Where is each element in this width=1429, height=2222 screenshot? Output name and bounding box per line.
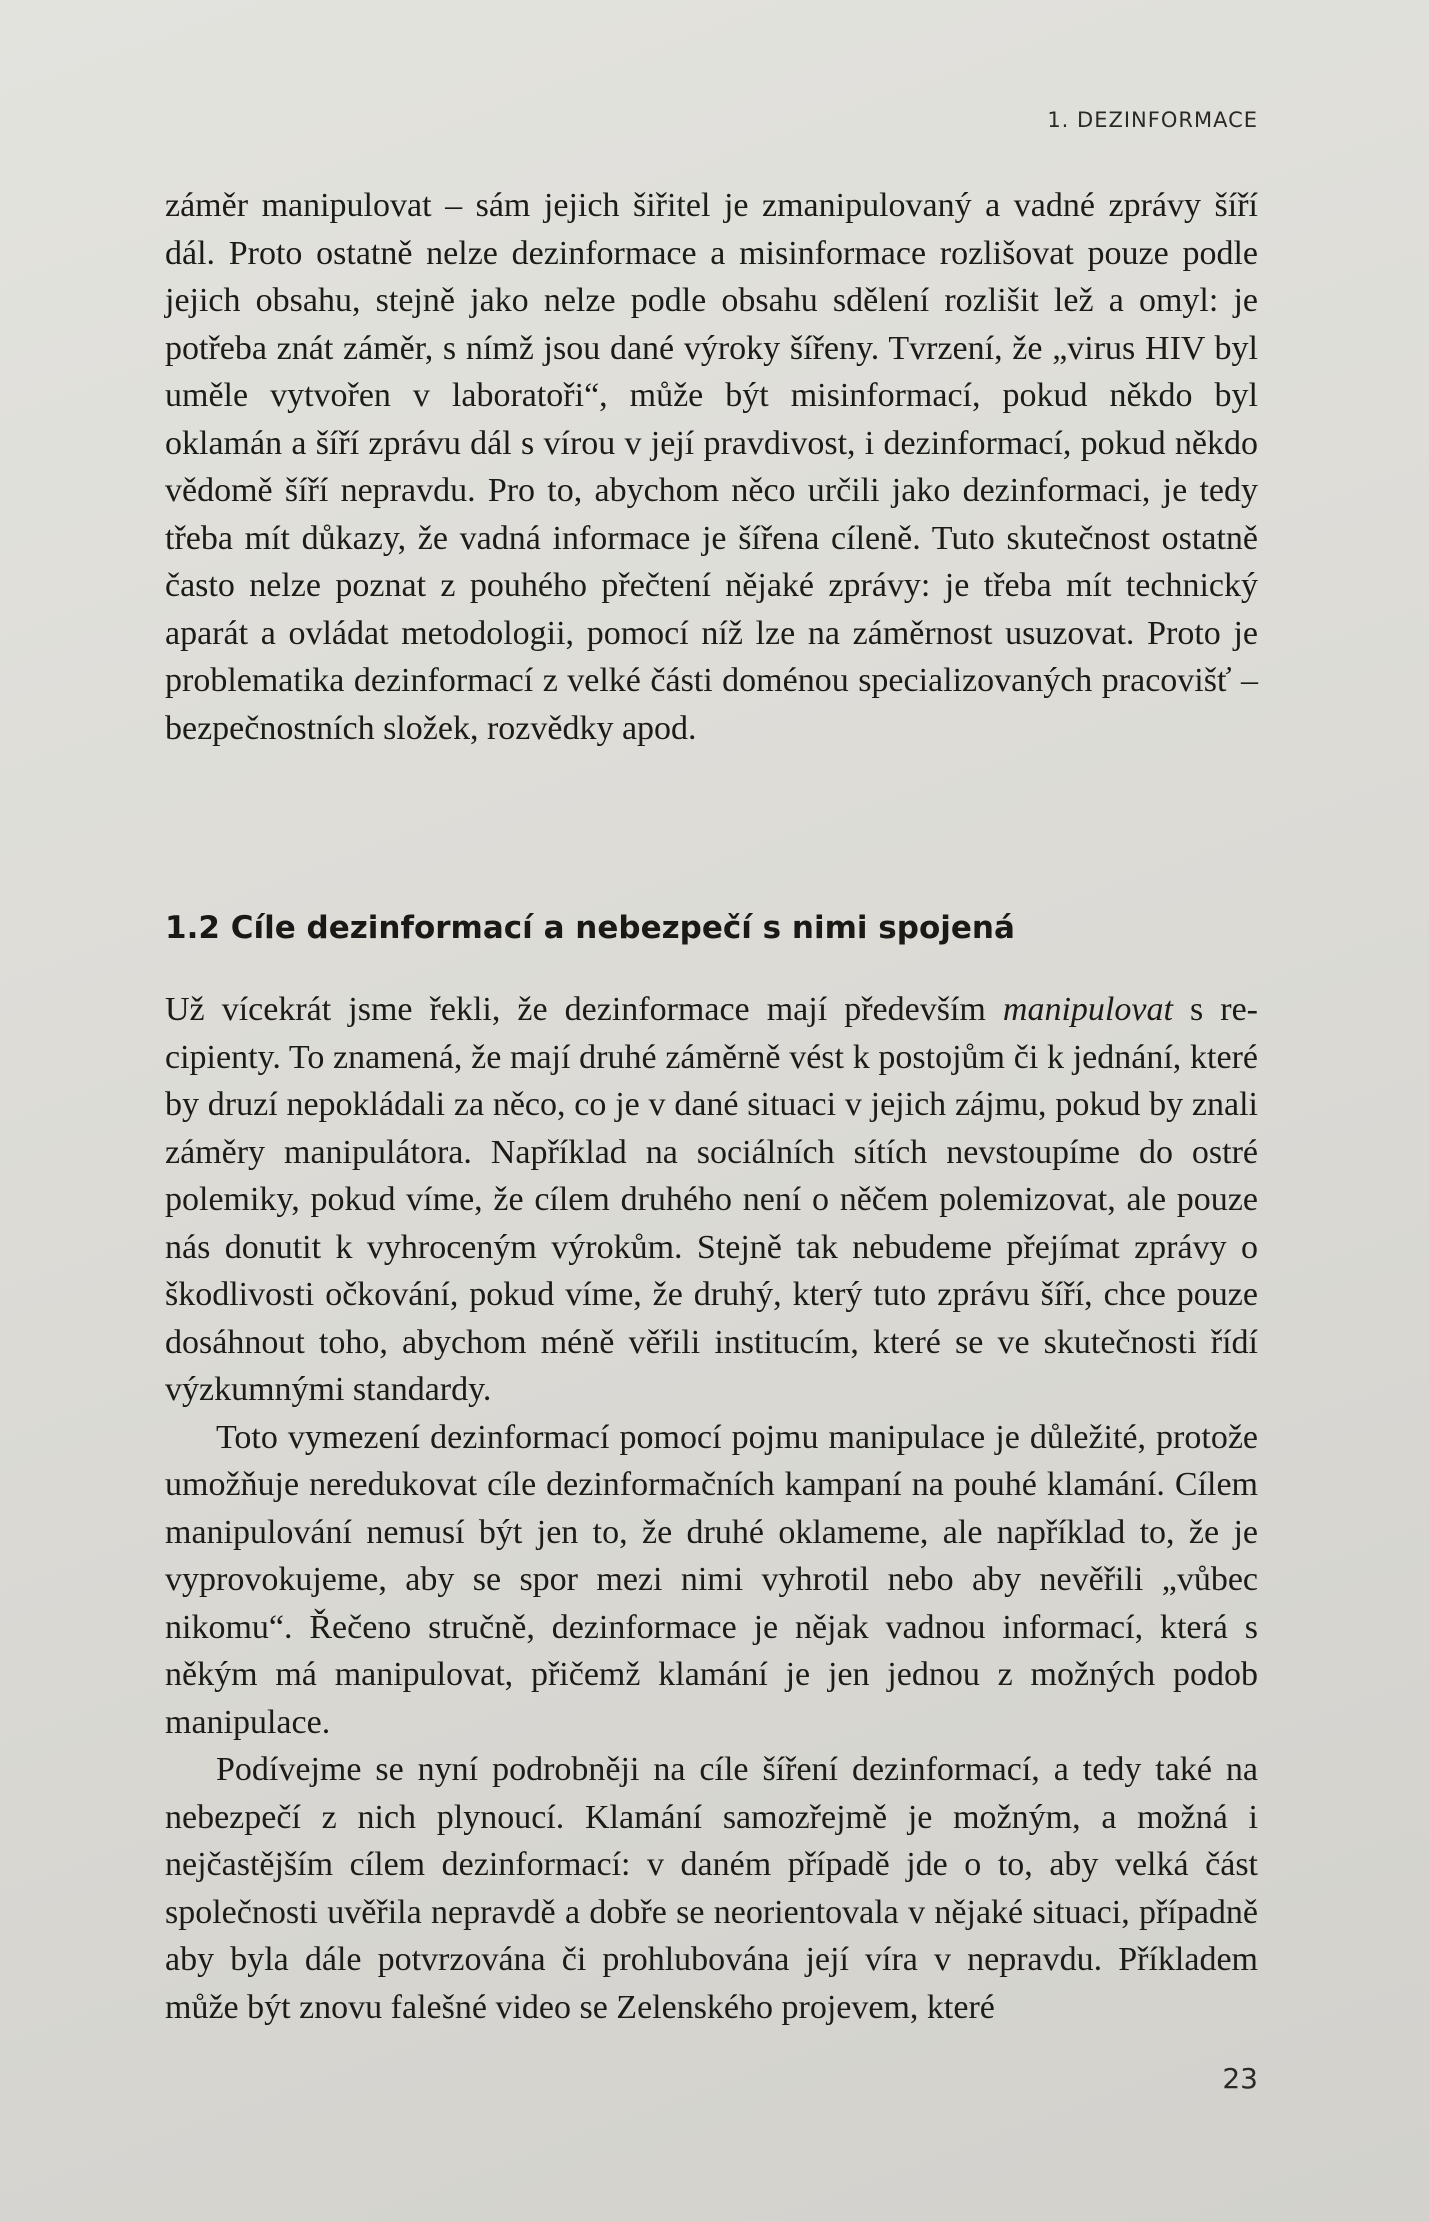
page-number: 23 — [1222, 2062, 1258, 2095]
section-body — [165, 986, 1258, 2031]
section-paragraph-3: Podívejme se nyní podrobněji na cíle šíření dezinformací, a tedy také na nebezpečí z nich plynoucí. Klamání samozřejmě je možným, a možná i nejčastějším cílem dezinformací: v daném případě jde o to, aby velká část společnosti uvěřila nepravdě a dobře se neorientovala v nějaké situaci, případně aby byla dále potvrzována či prohlubována její víra v nepravdu. Příkladem může být znovu falešné video se Zelenského projevem, které — [165, 1751, 1258, 2026]
continued-text — [165, 182, 1258, 752]
running-head: 1. DEZINFORMACE — [1047, 108, 1258, 132]
section-paragraph-1 — [165, 986, 1258, 1414]
paragraph-1-text-start: Už vícekrát jsme řekli, že dezinformace mají především — [165, 991, 1003, 1028]
emphasized-word: manipulovat — [1002, 991, 1173, 1028]
section-paragraph-2: Toto vymezení dezinformací pomocí pojmu manipulace je důležité, protože umožňuje neredukovat cíle dezinformačních kampaní na pouhé klamání. Cílem manipulování nemusí být jen to, že druhé oklameme, ale například to, že je vyprovokujeme, aby se spor mezi nimi vyhrotil nebo aby nevěřili „vůbec nikomu“. Řečeno stručně, dezinformace je nějak vadnou informací, která s někým má manipulovat, přičemž klamání je jen jednou z možných podob manipulace. — [165, 1418, 1258, 1741]
section-heading: 1.2 Cíle dezinformací a nebezpečí s nimi spojená — [165, 910, 1015, 946]
paragraph-1-text-end: s recipienty. To znamená, že mají druhé záměrně vést k postojům či k jednání, které by druzí nepokládali za něco, co je v dané situaci v jejich zájmu, pokud by znali záměry manipulátora. Například na sociálních sítích nevstoupíme do ostré polemiky, pokud víme, že cílem druhého není o něčem polemizovat, ale pouze nás donutit k vyhroceným výrokům. Stejně tak nebudeme přejímat zprávy o škodlivosti očkování, pokud víme, že druhý, který tuto zprávu šíří, chce pouze dosáhnout toho, abychom méně věřili institucím, které se ve skutečnosti řídí výzkumnými standardy. — [165, 991, 1258, 1408]
paragraph-continuation: záměr manipulovat – sám jejich šiřitel je zmanipulovaný a vadné zprávy šíří dál. Proto ostatně nelze dezinformace a misinformace rozlišovat pouze podle jejich obsahu, stejně jako nelze podle obsahu sdělení rozlišit lež a omyl: je potřeba znát záměr, s nímž jsou dané výroky šířeny. Tvrzení, že „virus HIV byl uměle vytvořen v laboratoři“, může být misinformací, pokud někdo byl oklamán a šíří zprávu dál s vírou v její pravdivost, i dezinformací, pokud někdo vědomě šíří nepravdu. Pro to, abychom něco určili jako dezinformaci, je tedy třeba mít důkazy, že vadná informace je šířena cíleně. Tuto skutečnost ostatně často nelze poznat z pouhého přečtení nějaké zprávy: je třeba mít technický aparát a ovládat metodologii, pomocí níž lze na záměrnost usuzovat. Proto je problematika dezinformací z velké části doménou specializovaných pracovišť – bezpečnostních složek, rozvědky apod. — [165, 187, 1258, 747]
